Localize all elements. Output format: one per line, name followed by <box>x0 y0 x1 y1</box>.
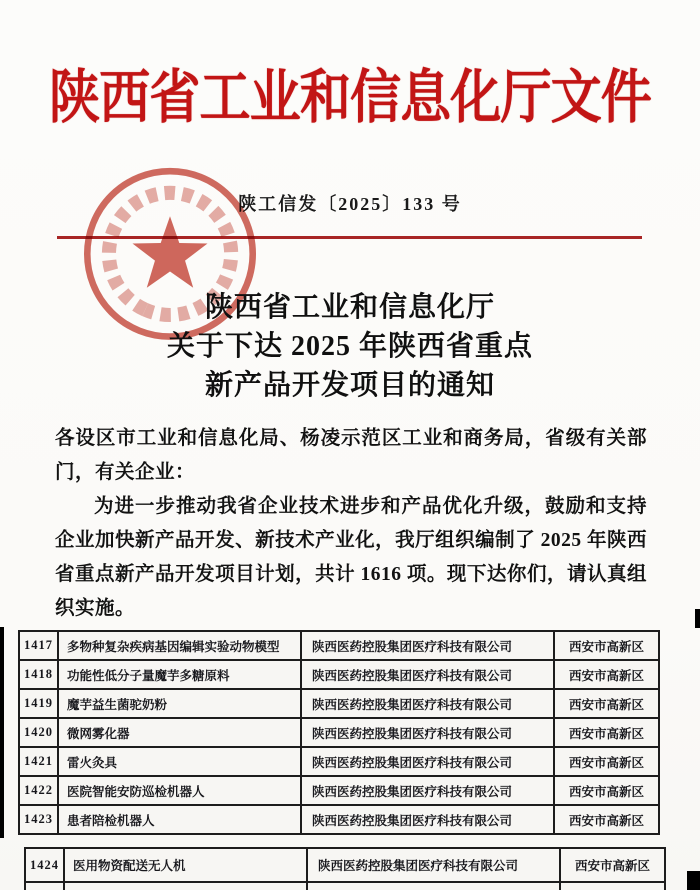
cell-project: 多物种复杂疾病基因编辑实验动物模型 <box>58 631 301 660</box>
cell-district: 西安市高新区 <box>554 660 659 689</box>
cell-id: 1418 <box>19 660 58 689</box>
cell-id: 1420 <box>19 718 58 747</box>
cell-project: 雷火灸具 <box>58 747 301 776</box>
cell-id: 1424 <box>25 848 64 882</box>
project-table-continued <box>24 847 666 890</box>
scan-artifact <box>0 627 4 838</box>
body-paragraph: 为进一步推动我省企业技术进步和产品优化升级，鼓励和支持企业加快新产品开发、新技术产业化，我厅组织编制了 2025 年陕西省重点新产品开发项目计划，共计 1616 项。现下达你们，请认真组织实施。 <box>55 496 647 619</box>
notice-body <box>55 422 647 626</box>
notice-title-line: 关于下达 2025 年陕西省重点 <box>166 331 533 362</box>
cell-district: 西安市高新区 <box>554 747 659 776</box>
cell-company: 陕西医药控股集团医疗科技有限公司 <box>301 718 554 747</box>
document-number: 陕工信发〔2025〕133 号 <box>238 194 462 214</box>
table-row <box>25 848 665 882</box>
cell-id: 1419 <box>19 689 58 718</box>
table-row <box>19 805 659 834</box>
scan-artifact <box>695 609 700 628</box>
table-row <box>19 631 659 660</box>
cell-district: 西安市高新区 <box>554 689 659 718</box>
table-row <box>19 718 659 747</box>
cell-id: 1417 <box>19 631 58 660</box>
table-row <box>19 689 659 718</box>
seal-star-icon <box>132 216 207 287</box>
cell-company: 陕西医药控股集团医疗科技有限公司 <box>301 747 554 776</box>
cell-district: 西安市高新区 <box>554 805 659 834</box>
cell-company: 陕西医药控股集团医疗科技有限公司 <box>307 848 560 882</box>
cell-company: 陕西医药控股集团医疗科技有限公司 <box>301 660 554 689</box>
table-row <box>19 747 659 776</box>
cell-id: 1423 <box>19 805 58 834</box>
cell-district: 西安市高新区 <box>554 718 659 747</box>
table-row-clipped <box>25 882 665 890</box>
notice-title-line: 新产品开发项目的通知 <box>204 370 495 401</box>
cell-company: 陕西医药控股集团医疗科技有限公司 <box>301 689 554 718</box>
cell-district: 西安市高新区 <box>554 631 659 660</box>
cell-company: 陕西医药控股集团医疗科技有限公司 <box>301 631 554 660</box>
cell-project: 魔芋益生菌驼奶粉 <box>58 689 301 718</box>
table-row <box>19 776 659 805</box>
table-row <box>19 660 659 689</box>
notice-title-line: 陕西省工业和信息化厅 <box>204 292 495 323</box>
cell-project: 医用物资配送无人机 <box>64 848 307 882</box>
cell-company: 陕西医药控股集团医疗科技有限公司 <box>301 776 554 805</box>
project-table <box>18 630 660 835</box>
cell-project: 微网雾化器 <box>58 718 301 747</box>
cell-project: 医院智能安防巡检机器人 <box>58 776 301 805</box>
scan-artifact <box>687 871 700 890</box>
letterhead-title: 陕西省工业和信息化厅文件 <box>49 65 651 130</box>
cell-project: 患者陪检机器人 <box>58 805 301 834</box>
salutation-paragraph: 各设区市工业和信息化局、杨凌示范区工业和商务局，省级有关部门，有关企业： <box>55 428 647 483</box>
cell-id: 1422 <box>19 776 58 805</box>
notice-title <box>0 288 700 405</box>
cell-district: 西安市高新区 <box>554 776 659 805</box>
cell-district: 西安市高新区 <box>560 848 665 882</box>
project-table-body <box>19 631 659 834</box>
cell-project: 功能性低分子量魔芋多糖原料 <box>58 660 301 689</box>
cell-company: 陕西医药控股集团医疗科技有限公司 <box>301 805 554 834</box>
cell-id: 1421 <box>19 747 58 776</box>
